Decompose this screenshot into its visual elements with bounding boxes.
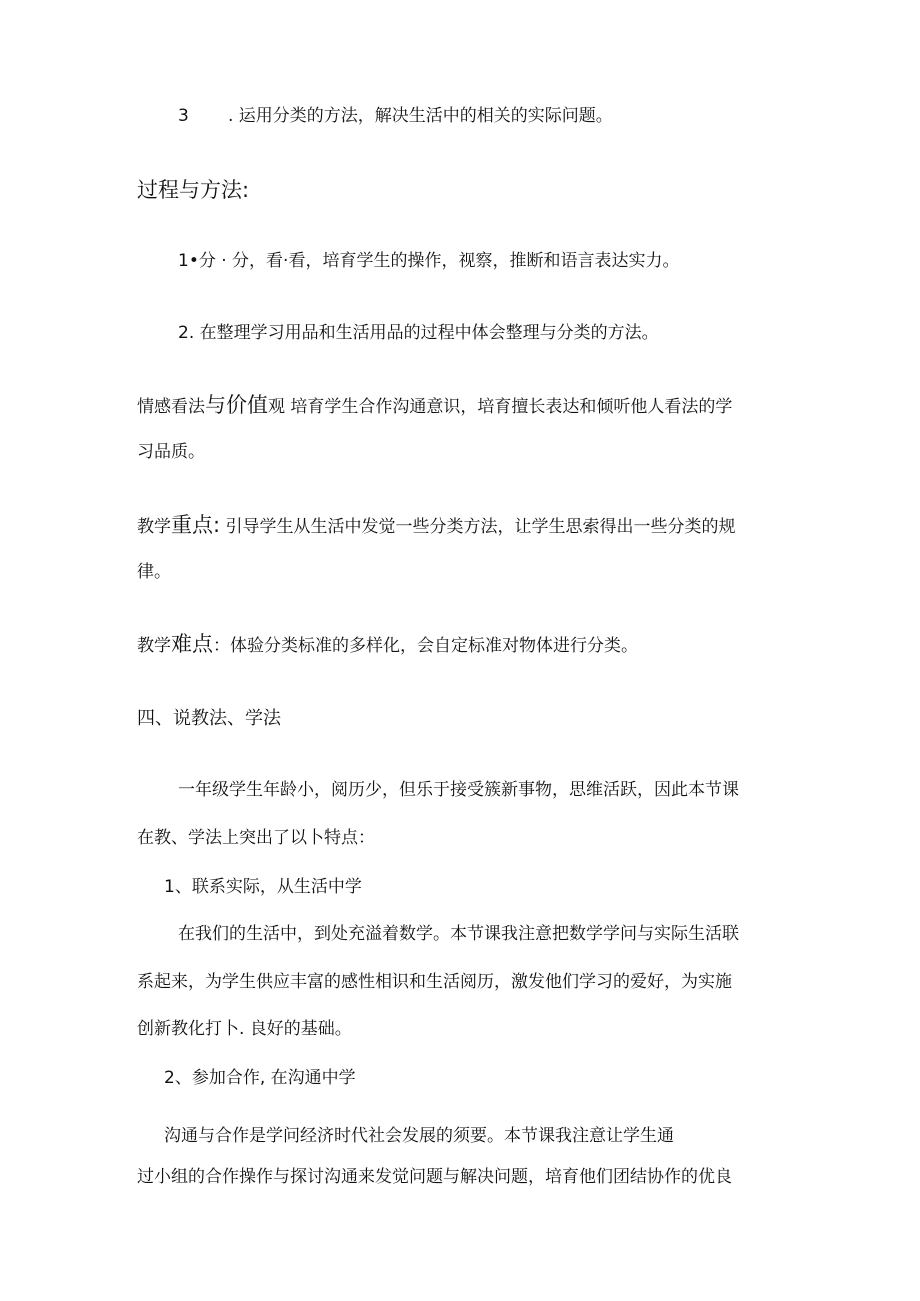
paragraph-line: 在我们的生活中，到处充溢着数学。本节课我注意把数学学问与实际生活联: [178, 924, 739, 944]
paragraph-text: 引导学生从生活中发觉一些分类方法，让学生思索得出一些分类的规: [225, 517, 736, 537]
objective-item-3: . 运用分类的方法，解决生活中的相关的实际问题。: [228, 106, 613, 126]
section-heading-methods: 四、说教法、学法: [137, 708, 281, 729]
process-item-1: 1•分 · 分，看·看，培育学生的操作，视察，推断和语言表达实力。: [178, 251, 680, 271]
paragraph-line: 系起来，为学生供应丰富的感性相识和生活阅历，激发他们学习的爱好，为实施: [137, 972, 732, 992]
heading-process-method: 过程与方法:: [137, 178, 250, 202]
label-part: 情感看法: [137, 397, 205, 417]
item-number: 3: [178, 106, 189, 126]
subheading-1: 1、联系实际，从生活中学: [164, 877, 362, 897]
paragraph-line: 过小组的合作操作与探讨沟通来发觉问题与解决问题，培育他们团结协作的优良: [137, 1167, 732, 1187]
paragraph-line: 创新教化打卜. 良好的基础。: [137, 1019, 352, 1039]
paragraph-continuation: 律。: [137, 562, 171, 582]
label-part: 教学: [137, 517, 171, 537]
paragraph-line: 在教、学法上突出了以卜特点：: [137, 828, 375, 848]
label-part: 教学: [137, 636, 171, 656]
paragraph-continuation: 习品质。: [137, 442, 205, 462]
label-emphasis: 与价值: [205, 393, 268, 417]
paragraph-text: ：体验分类标准的多样化，会自定标准对物体进行分类。: [213, 636, 638, 656]
teaching-key-point: [137, 513, 735, 539]
label-emphasis: 难点: [171, 632, 213, 656]
paragraph-line: 一年级学生年龄小，阅历少，但乐于接受簇新事物，思维活跃，因此本节课: [178, 780, 739, 800]
paragraph-line: 沟通与合作是学问经济时代社会发展的须要。本节课我注意让学生通: [164, 1126, 674, 1146]
process-item-2: 2. 在整理学习用品和生活用品的过程中体会整理与分类的方法。: [178, 323, 659, 343]
label-emphasis: 重点:: [171, 513, 221, 537]
label-part: 观: [268, 397, 285, 417]
paragraph-text: 培育学生合作沟通意识，培育擅长表达和倾听他人看法的学: [290, 397, 733, 417]
teaching-difficulty: [137, 632, 638, 658]
subheading-2: 2、参加合作, 在沟通中学: [164, 1068, 356, 1088]
emotion-values-paragraph: [137, 393, 732, 419]
